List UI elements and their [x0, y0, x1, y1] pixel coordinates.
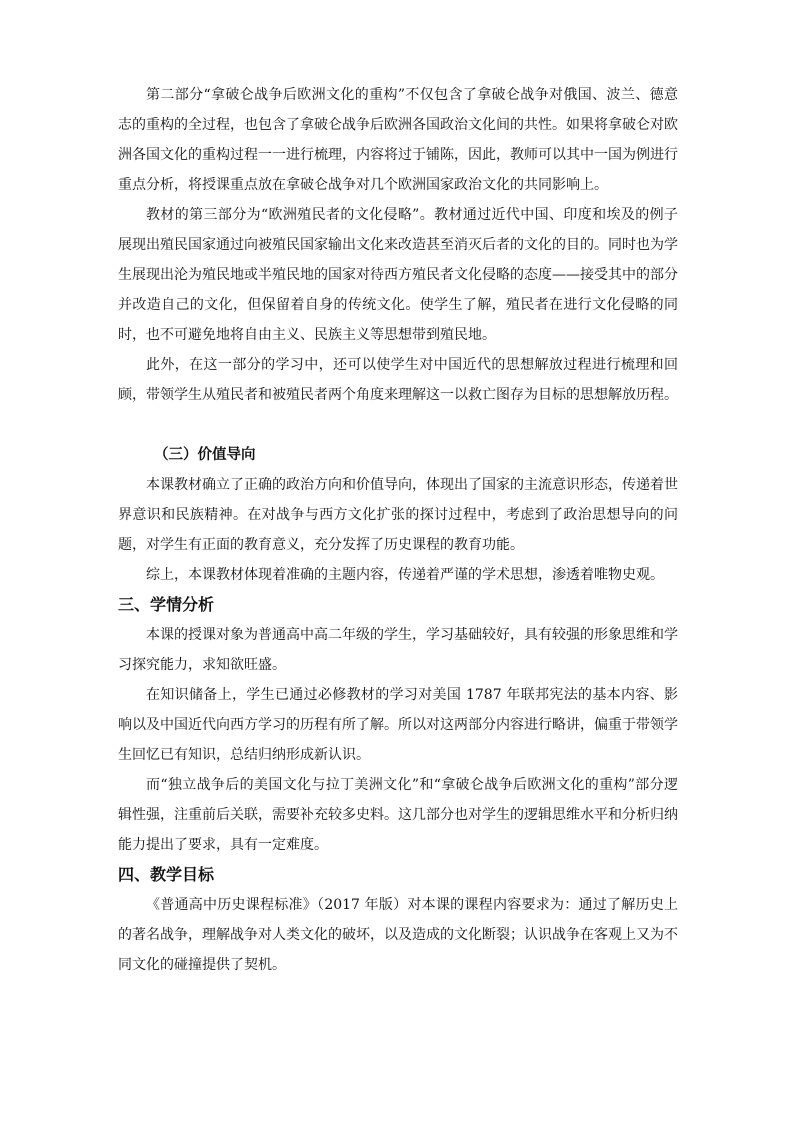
paragraph-value-1: 本课教材确立了正确的政治方向和价值导向，体现出了国家的主流意识形态，传递着世界意识和民族精神。在对战争与西方文化扩张的探讨过程中，考虑到了政治思想导向的问题，对学生有正面的教育意义，充分发挥了历史课程的教育功能。 — [118, 477, 678, 553]
paragraph-part2: 第二部分“拿破仑战争后欧洲文化的重构”不仅包含了拿破仑战争对俄国、波兰、德意志的重构的全过程，也包含了拿破仑战争后欧洲各国政治文化间的共性。如果将拿破仑对欧洲各国文化的重构过程一一进行梳理，内容将过于铺陈，因此，教师可以其中一国为例进行重点分析，将授课重点放在拿破仑战争对几个欧洲国家政治文化的共同影响上。 — [118, 87, 678, 193]
paragraph-learner-2: 在知识储备上，学生已通过必修教材的学习对美国 1787 年联邦宪法的基本内容、影响以及中国近代向西方学习的历程有所了解。所以对这两部分内容进行略讲，偏重于带领学生回忆已有知识，总结归纳形成新认识。 — [118, 687, 678, 763]
paragraph-learner-3: 而“独立战争后的美国文化与拉丁美洲文化”和“拿破仑战争后欧洲文化的重构”部分逻辑性强，注重前后关联，需要补充较多史料。这几部分也对学生的逻辑思维水平和分析归纳能力提出了要求，具有一定难度。 — [118, 777, 678, 853]
heading-value-orientation: （三）价值导向 — [154, 447, 256, 463]
heading-teaching-goals: 四、教学目标 — [118, 865, 215, 884]
paragraph-additional: 此外，在这一部分的学习中，还可以使学生对中国近代的思想解放过程进行梳理和回顾，带领学生从殖民者和被殖民者两个角度来理解这一以救亡图存为目标的思想解放历程。 — [118, 357, 678, 403]
paragraph-part3: 教材的第三部分为“欧洲殖民者的文化侵略”。教材通过近代中国、印度和埃及的例子展现出殖民国家通过向被殖民国家输出文化来改造甚至消灭后者的文化的目的。同时也为学生展现出沦为殖民地或半殖民地的国家对待西方殖民者文化侵略的态度——接受其中的部分并改造自己的文化，但保留着自身的传统文化。使学生了解，殖民者在进行文化侵略的同时，也不可避免地将自由主义、民族主义等思想带到殖民地。 — [118, 207, 678, 343]
paragraph-learner-1: 本课的授课对象为普通高中高二年级的学生，学习基础较好，具有较强的形象思维和学习探究能力，求知欲旺盛。 — [118, 627, 678, 673]
document-page — [118, 80, 678, 980]
heading-learner-analysis: 三、学情分析 — [118, 595, 215, 614]
paragraph-goals-1: 《普通高中历史课程标准》（2017 年版）对本课的课程内容要求为：通过了解历史上的著名战争，理解战争对人类文化的破坏，以及造成的文化断裂；认识战争在客观上又为不同文化的碰撞提供了契机。 — [118, 897, 678, 973]
paragraph-value-2: 综上，本课教材体现着准确的主题内容，传递着严谨的学术思想，渗透着唯物史观。 — [146, 567, 664, 583]
